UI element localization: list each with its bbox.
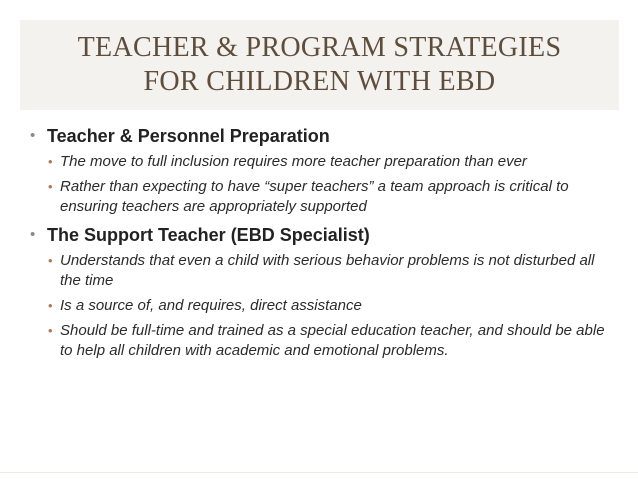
title-line-2: FOR CHILDREN WITH EBD [143, 66, 496, 97]
bullet-icon: • [48, 298, 53, 313]
slide-title [20, 20, 619, 110]
bullet-icon: • [48, 179, 53, 194]
sub-bullet-item: • Rather than expecting to have “super teachers” a team approach is critical to ensuring teachers are appropriately supported [48, 178, 569, 215]
bullet-icon: • [48, 154, 53, 169]
sub-bullet-item: • Is a source of, and requires, direct assistance [48, 297, 362, 314]
bullet-icon: • [48, 253, 53, 268]
sub-bullet-item: • Should be full-time and trained as a special education teacher, and should be able to help all children with academic and emotional problems. [48, 322, 605, 359]
bullet-icon: • [30, 127, 36, 144]
bullet-list [30, 118, 610, 361]
title-line-1: TEACHER & PROGRAM STRATEGIES [77, 32, 562, 63]
section-heading-teacher-preparation: • Teacher & Personnel Preparation [30, 126, 330, 146]
bullet-icon: • [48, 323, 53, 338]
section-heading-support-teacher: • The Support Teacher (EBD Specialist) [30, 225, 370, 245]
sub-bullet-item: • Understands that even a child with serious behavior problems is not disturbed all the time [48, 252, 595, 289]
divider [0, 472, 638, 473]
sub-bullet-item: • The move to full inclusion requires more teacher preparation than ever [48, 153, 527, 170]
bullet-icon: • [30, 226, 36, 243]
